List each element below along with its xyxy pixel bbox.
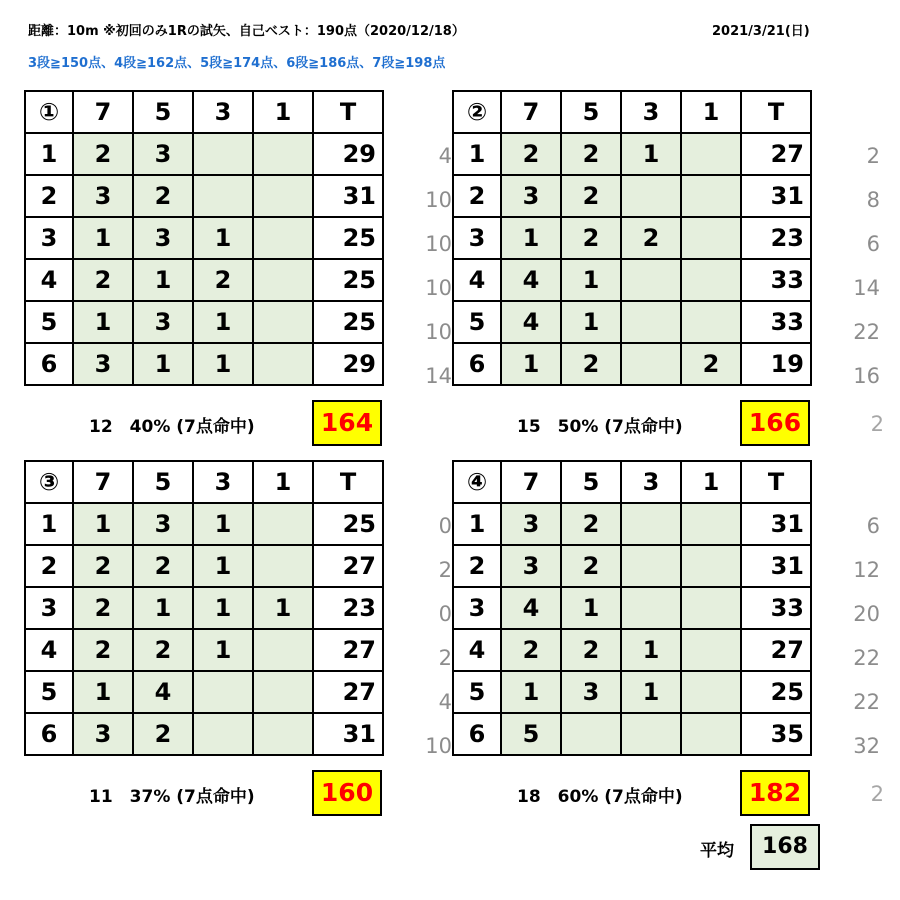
round-label: ③ [25, 461, 73, 503]
end-number: 1 [453, 503, 501, 545]
table-row [453, 713, 811, 755]
end-diff: 6 [866, 232, 880, 256]
table-row [25, 301, 383, 343]
hit-count: 2 [501, 133, 561, 175]
hit-count [621, 503, 681, 545]
hit-count [621, 259, 681, 301]
end-diff: 2 [438, 646, 452, 670]
end-diff: 22 [853, 646, 880, 670]
end-number: 6 [25, 713, 73, 755]
column-header: 1 [253, 461, 313, 503]
column-header: 5 [561, 91, 621, 133]
end-total: 31 [741, 503, 811, 545]
column-header: 7 [73, 461, 133, 503]
hit-count: 3 [501, 503, 561, 545]
end-diff: 0 [438, 514, 452, 538]
table-row [25, 217, 383, 259]
hit-count [681, 259, 741, 301]
hit-count: 1 [73, 217, 133, 259]
column-header: 3 [193, 461, 253, 503]
hit-count [621, 175, 681, 217]
round-3-block [24, 460, 452, 807]
hit-count [621, 343, 681, 385]
hit-count: 3 [73, 175, 133, 217]
hit-count: 3 [501, 175, 561, 217]
column-header: 7 [73, 91, 133, 133]
end-number: 5 [25, 301, 73, 343]
end-number: 4 [25, 629, 73, 671]
round-total-diff: 2 [870, 412, 884, 436]
column-header: 3 [621, 461, 681, 503]
hit-count: 1 [253, 587, 313, 629]
round-total: 182 [740, 770, 810, 816]
end-total: 35 [741, 713, 811, 755]
grade-thresholds: 3段≧150点、4段≧162点、5段≧174点、6段≧186点、7段≧198点 [28, 56, 446, 71]
hit-count: 1 [501, 217, 561, 259]
column-header: 7 [501, 91, 561, 133]
end-number: 6 [453, 343, 501, 385]
table-row [25, 259, 383, 301]
hit-count: 2 [73, 587, 133, 629]
hit-count: 3 [133, 133, 193, 175]
score-table [452, 460, 812, 756]
hit-count [193, 133, 253, 175]
end-number: 4 [453, 629, 501, 671]
table-row [453, 133, 811, 175]
end-total: 33 [741, 259, 811, 301]
end-total: 25 [741, 671, 811, 713]
header-row [25, 91, 383, 133]
hit-count: 1 [193, 217, 253, 259]
round-total: 166 [740, 400, 810, 446]
round-total: 160 [312, 770, 382, 816]
hit-count: 2 [73, 629, 133, 671]
hit-count: 1 [73, 301, 133, 343]
end-diff: 14 [425, 364, 452, 388]
table-row [453, 343, 811, 385]
end-number: 2 [25, 175, 73, 217]
end-diff: 0 [438, 602, 452, 626]
column-header: T [313, 461, 383, 503]
round-summary: 15 50% (7点命中) [517, 417, 683, 437]
hit-count: 1 [561, 259, 621, 301]
hit-count [253, 671, 313, 713]
header-row [453, 91, 811, 133]
column-header: T [741, 91, 811, 133]
hit-count: 2 [681, 343, 741, 385]
average-value: 168 [750, 824, 820, 870]
column-header: 3 [193, 91, 253, 133]
end-total: 31 [741, 545, 811, 587]
hit-count [253, 503, 313, 545]
end-total: 31 [741, 175, 811, 217]
hit-count [621, 713, 681, 755]
table-row [25, 545, 383, 587]
round-total-diff: 2 [870, 782, 884, 806]
column-header: T [313, 91, 383, 133]
header-row [25, 461, 383, 503]
end-number: 6 [453, 713, 501, 755]
end-number: 4 [453, 259, 501, 301]
hit-count: 3 [133, 503, 193, 545]
round-4-block [452, 460, 884, 807]
end-total: 27 [741, 629, 811, 671]
hit-count: 2 [133, 175, 193, 217]
end-number: 3 [453, 587, 501, 629]
table-row [25, 133, 383, 175]
end-diff: 2 [438, 558, 452, 582]
hit-count [681, 713, 741, 755]
table-row [25, 713, 383, 755]
hit-count [681, 629, 741, 671]
table-row [453, 629, 811, 671]
round-summary: 11 37% (7点命中) [89, 787, 255, 807]
hit-count: 1 [621, 671, 681, 713]
end-number: 2 [453, 545, 501, 587]
session-date: 2021/3/21(日) [712, 24, 810, 39]
end-total: 25 [313, 503, 383, 545]
score-table [452, 90, 812, 386]
table-row [25, 343, 383, 385]
end-total: 25 [313, 301, 383, 343]
end-diff: 8 [866, 188, 880, 212]
hit-count [621, 545, 681, 587]
header-row [453, 461, 811, 503]
session-info: 距離：10m ※初回のみ1Rの試矢、自己ベスト：190点（2020/12/18） [28, 24, 465, 39]
end-number: 1 [25, 503, 73, 545]
end-diff: 10 [425, 320, 452, 344]
end-diff: 10 [425, 276, 452, 300]
hit-count [681, 217, 741, 259]
hit-count [253, 133, 313, 175]
end-diff: 20 [853, 602, 880, 626]
table-row [453, 545, 811, 587]
end-total: 33 [741, 301, 811, 343]
column-header: 7 [501, 461, 561, 503]
column-header: 1 [253, 91, 313, 133]
end-diff: 10 [425, 734, 452, 758]
end-number: 3 [453, 217, 501, 259]
column-header: 1 [681, 461, 741, 503]
table-row [25, 671, 383, 713]
hit-count [681, 503, 741, 545]
hit-count: 1 [193, 587, 253, 629]
round-summary: 12 40% (7点命中) [89, 417, 255, 437]
end-number: 5 [453, 301, 501, 343]
hit-count [253, 629, 313, 671]
hit-count: 1 [621, 629, 681, 671]
hit-count [681, 301, 741, 343]
table-row [453, 587, 811, 629]
end-total: 31 [313, 713, 383, 755]
column-header: 5 [133, 91, 193, 133]
hit-count: 1 [193, 545, 253, 587]
score-table [24, 90, 384, 386]
round-label: ④ [453, 461, 501, 503]
hit-count [253, 301, 313, 343]
hit-count [193, 671, 253, 713]
score-table [24, 460, 384, 756]
hit-count: 1 [193, 629, 253, 671]
end-number: 2 [25, 545, 73, 587]
end-diff: 32 [853, 734, 880, 758]
round-1-block [24, 90, 452, 437]
hit-count: 2 [561, 629, 621, 671]
column-header: 1 [681, 91, 741, 133]
hit-count: 2 [561, 217, 621, 259]
table-row [25, 629, 383, 671]
hit-count: 2 [193, 259, 253, 301]
hit-count: 2 [501, 629, 561, 671]
end-total: 31 [313, 175, 383, 217]
hit-count [193, 713, 253, 755]
end-diff: 14 [853, 276, 880, 300]
hit-count: 1 [133, 343, 193, 385]
column-header: 3 [621, 91, 681, 133]
hit-count: 3 [73, 343, 133, 385]
column-header: T [741, 461, 811, 503]
hit-count [253, 545, 313, 587]
end-total: 27 [313, 545, 383, 587]
end-total: 33 [741, 587, 811, 629]
hit-count: 4 [133, 671, 193, 713]
hit-count: 1 [501, 343, 561, 385]
round-label: ① [25, 91, 73, 133]
end-diff: 2 [866, 144, 880, 168]
hit-count [621, 587, 681, 629]
end-number: 3 [25, 217, 73, 259]
hit-count [681, 133, 741, 175]
hit-count: 1 [73, 671, 133, 713]
round-2-block [452, 90, 884, 437]
hit-count: 3 [133, 301, 193, 343]
end-diff: 22 [853, 690, 880, 714]
table-row [453, 503, 811, 545]
table-row [25, 587, 383, 629]
end-diff: 16 [853, 364, 880, 388]
table-row [25, 503, 383, 545]
end-total: 29 [313, 343, 383, 385]
hit-count [681, 175, 741, 217]
hit-count: 5 [501, 713, 561, 755]
round-summary: 18 60% (7点命中) [517, 787, 683, 807]
hit-count: 2 [561, 503, 621, 545]
hit-count: 1 [133, 587, 193, 629]
hit-count: 4 [501, 301, 561, 343]
end-total: 27 [313, 629, 383, 671]
hit-count: 1 [561, 587, 621, 629]
hit-count: 1 [621, 133, 681, 175]
hit-count [193, 175, 253, 217]
hit-count [681, 545, 741, 587]
hit-count [253, 259, 313, 301]
round-label: ② [453, 91, 501, 133]
hit-count: 3 [561, 671, 621, 713]
hit-count [253, 217, 313, 259]
hit-count: 4 [501, 259, 561, 301]
table-row [453, 217, 811, 259]
hit-count [253, 175, 313, 217]
end-number: 5 [453, 671, 501, 713]
table-row [25, 175, 383, 217]
end-number: 3 [25, 587, 73, 629]
table-row [453, 259, 811, 301]
column-header: 5 [561, 461, 621, 503]
end-diff: 10 [425, 232, 452, 256]
hit-count: 1 [501, 671, 561, 713]
hit-count [621, 301, 681, 343]
hit-count: 1 [561, 301, 621, 343]
hit-count: 3 [133, 217, 193, 259]
hit-count: 3 [501, 545, 561, 587]
round-total: 164 [312, 400, 382, 446]
hit-count: 2 [621, 217, 681, 259]
end-diff: 4 [438, 690, 452, 714]
end-total: 27 [741, 133, 811, 175]
end-number: 6 [25, 343, 73, 385]
hit-count [253, 343, 313, 385]
hit-count: 1 [193, 301, 253, 343]
hit-count [253, 713, 313, 755]
hit-count: 1 [193, 503, 253, 545]
hit-count: 2 [73, 545, 133, 587]
end-number: 1 [453, 133, 501, 175]
end-diff: 4 [438, 144, 452, 168]
column-header: 5 [133, 461, 193, 503]
hit-count: 2 [133, 545, 193, 587]
end-total: 19 [741, 343, 811, 385]
hit-count [681, 587, 741, 629]
end-diff: 12 [853, 558, 880, 582]
hit-count: 2 [133, 713, 193, 755]
end-number: 4 [25, 259, 73, 301]
table-row [453, 671, 811, 713]
hit-count: 2 [561, 545, 621, 587]
hit-count [681, 671, 741, 713]
end-total: 27 [313, 671, 383, 713]
end-total: 23 [741, 217, 811, 259]
hit-count: 2 [561, 175, 621, 217]
end-diff: 22 [853, 320, 880, 344]
end-number: 5 [25, 671, 73, 713]
end-total: 29 [313, 133, 383, 175]
end-number: 2 [453, 175, 501, 217]
hit-count: 1 [73, 503, 133, 545]
hit-count: 3 [73, 713, 133, 755]
hit-count: 2 [73, 259, 133, 301]
hit-count: 1 [133, 259, 193, 301]
end-total: 25 [313, 259, 383, 301]
end-total: 25 [313, 217, 383, 259]
hit-count: 2 [73, 133, 133, 175]
table-row [453, 175, 811, 217]
end-diff: 6 [866, 514, 880, 538]
end-number: 1 [25, 133, 73, 175]
table-row [453, 301, 811, 343]
hit-count: 2 [561, 343, 621, 385]
hit-count: 4 [501, 587, 561, 629]
average-label: 平均 [700, 841, 734, 861]
end-total: 23 [313, 587, 383, 629]
hit-count: 1 [193, 343, 253, 385]
hit-count [561, 713, 621, 755]
hit-count: 2 [561, 133, 621, 175]
hit-count: 2 [133, 629, 193, 671]
end-diff: 10 [425, 188, 452, 212]
